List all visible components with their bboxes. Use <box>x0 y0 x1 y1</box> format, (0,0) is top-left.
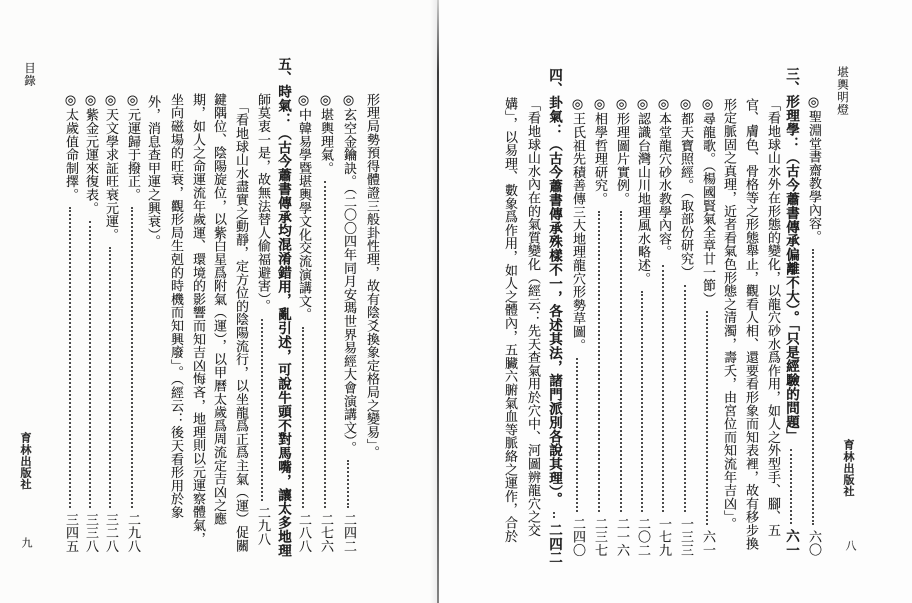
toc-entry-title: ◎堪輿理氣。 <box>318 93 333 175</box>
toc-page-number: 二四二 <box>341 513 356 553</box>
description-line <box>167 93 183 519</box>
toc-entry <box>634 97 650 557</box>
dot-leader <box>684 285 686 512</box>
toc-page-number: 二三七 <box>592 517 607 557</box>
dot-leader <box>620 211 622 512</box>
dot-leader <box>109 247 111 508</box>
running-head <box>22 62 38 87</box>
publisher-name: 育林出版社 <box>842 439 855 497</box>
section-heading-title: 五、時氣：（古今蕭書傳承均混淆錯用，亂引述，可說牛頭不對馬嘴，讓太多地理 <box>275 57 291 558</box>
toc-entry <box>569 97 585 557</box>
description-text: 鍵隅位、陰陽旋位，以紫白星爲附氣（運），以甲曆太歲爲周流定吉凶之應 <box>211 93 226 526</box>
dot-leader <box>347 460 349 508</box>
dot-leader <box>812 249 814 525</box>
dot-leader <box>706 311 708 525</box>
toc-entry-title: ◎紫金元運來復表。 <box>83 93 98 215</box>
page-number: 八 <box>844 540 857 552</box>
description-line <box>720 98 736 530</box>
description-text: 形定脈固之真理，近者看氣色形態之清濁，壽夭，由宮位而知流年吉凶」。 <box>721 98 736 531</box>
toc-page-number: 二一六 <box>614 517 629 557</box>
toc-entry-title: ◎形理圖片實例。 <box>614 97 629 206</box>
toc-entry-title: ◎本堂龍穴砂水教學內容。 <box>656 97 671 259</box>
toc-page-number: 二四〇 <box>570 517 585 557</box>
toc-section-heading <box>783 67 799 557</box>
description-text: 「看地球山水盡實之動靜，定方位的陰陽流行，以坐龍爲正爲主氣（運）促關 <box>233 100 248 553</box>
toc-entry <box>613 97 629 557</box>
toc-entry-title: ◎尋龍歌。（楊國賢氣全章廿一節） <box>700 97 715 306</box>
dot-leader <box>641 291 643 512</box>
toc-page-number: 三三八 <box>83 513 98 553</box>
section-heading-title: 四、卦氣：（古今蕭書傳承殊樣不一，各述其法，諸門派別各說其理）。 <box>546 68 562 507</box>
description-text: 形理局勢預得體證三般卦性理，故有陰爻換象定格局之變易」。 <box>364 93 379 459</box>
dot-leader <box>261 319 263 501</box>
toc-entry <box>62 93 78 553</box>
toc-page-number: 二八八 <box>296 513 311 553</box>
publisher-imprint <box>17 432 33 490</box>
gutter-shadow <box>430 0 437 603</box>
page-number: 九 <box>20 537 33 549</box>
toc-entry-title: ◎玄空金鑰訣。（二〇〇四年同月安瑪世界易經大會演講文）。 <box>341 93 356 455</box>
toc-page-number: 二四二 <box>546 523 562 565</box>
dot-leader <box>576 358 578 512</box>
book-gutter <box>437 0 439 603</box>
dot-leader <box>553 512 555 518</box>
toc-page-number: 一三三 <box>678 517 693 557</box>
dot-leader <box>302 327 304 508</box>
toc-entry <box>699 97 715 557</box>
description-text: 外，消息查甲運之興衰）。 <box>145 95 160 249</box>
toc-page-number: 三二八 <box>103 513 118 553</box>
description-text: 媾」，以易理、數象爲作用，如人之體內，五臟六腑氣血等脈絡之運作，合於 <box>502 97 517 543</box>
dot-leader <box>131 207 133 508</box>
dot-leader <box>324 181 326 508</box>
description-text: 「看地球山水外在形態的變化，以龍穴砂水爲作用，如人之外型手、腳、五 <box>765 98 780 537</box>
toc-entry <box>591 97 607 557</box>
toc-entry-title: ◎聖淵堂書齋教學內容。 <box>806 95 821 244</box>
toc-page-number: 三四五 <box>63 513 78 553</box>
page-folio <box>18 537 34 548</box>
toc-entry-title: ◎認識台灣山川地理風水略述。 <box>635 97 650 286</box>
description-line <box>144 95 160 248</box>
section-heading-title: 三、形理學：（古今蕭書傳承偏離不大）。「只是經驗的問題」 <box>783 67 799 443</box>
dot-leader <box>89 221 91 508</box>
description-text: 官、膚色、骨格等之形態舉止，觀看人相、還要看形象而知表裡，故有移步換 <box>743 98 758 551</box>
toc-page-number: 二九八 <box>125 513 140 553</box>
running-head <box>835 66 851 116</box>
toc-page-number: 一七九 <box>656 517 671 557</box>
toc-entry-title: ◎都天寶照經。（取部份研究） <box>678 97 693 279</box>
publisher-imprint <box>840 439 856 497</box>
description-line <box>764 98 780 537</box>
toc-entry-title: ◎天文學求証旺衰元運。 <box>103 93 118 242</box>
toc-page-number: 六〇 <box>806 530 821 557</box>
description-line <box>363 93 379 459</box>
toc-entry <box>677 97 693 557</box>
description-line <box>524 98 540 537</box>
toc-entry-title: ◎相學哲理研究。 <box>592 97 607 206</box>
toc-entry <box>254 93 270 546</box>
toc-entry-title: 師莫衷一是，故無法替人偷福避害）。 <box>255 93 270 313</box>
dot-leader <box>598 211 600 512</box>
toc-entry <box>82 93 98 553</box>
toc-entry <box>317 93 333 553</box>
dot-leader <box>662 265 664 512</box>
toc-page-number: 二〇二 <box>635 517 650 557</box>
toc-page-number: 六一 <box>783 529 799 557</box>
page-folio <box>842 540 858 551</box>
running-head-title: 堪輿明燈 <box>836 66 850 116</box>
description-line <box>232 100 248 552</box>
toc-entry <box>102 93 118 553</box>
toc-entry-title: ◎元運歸于撥正。 <box>125 93 140 202</box>
description-line <box>189 93 205 545</box>
toc-entry <box>340 93 356 553</box>
toc-page-number: 二九八 <box>255 506 270 546</box>
description-line <box>742 98 758 550</box>
description-text: 期，如人之命運流年歲運、環境的影響而知吉凶悔吝，地理則以元運察體氣， <box>190 93 205 546</box>
publisher-name: 育林出版社 <box>19 432 32 490</box>
dot-leader <box>69 207 71 508</box>
toc-entry <box>124 93 140 553</box>
toc-entry <box>295 93 311 553</box>
toc-entry-title: ◎中韓易學暨堪輿學文化交流演講文。 <box>296 93 311 322</box>
dot-leader <box>790 449 792 524</box>
toc-entry-title: ◎太歲值命制擇。 <box>63 93 78 202</box>
toc-entry <box>655 97 671 557</box>
description-line <box>210 93 226 525</box>
toc-section-heading <box>275 57 291 557</box>
toc-entry <box>805 95 821 557</box>
toc-entry-title: ◎王氏祖先積善傳三大地理龍穴形勢草圖。 <box>570 97 585 352</box>
toc-page-number: 二七六 <box>318 513 333 553</box>
description-text: 「看地球山水內在的氣質變化（經云：先天查氣用於穴中、河圖辨龍穴之交 <box>525 98 540 537</box>
description-text: 坐向磁場的旺衰，觀形局生剋的時機而知興廢」。（經云：後天看形用於象 <box>168 93 183 519</box>
toc-section-heading <box>546 68 562 565</box>
toc-page-number: 六一 <box>700 530 715 557</box>
description-line <box>501 97 517 543</box>
running-head-title: 目錄 <box>23 62 37 87</box>
